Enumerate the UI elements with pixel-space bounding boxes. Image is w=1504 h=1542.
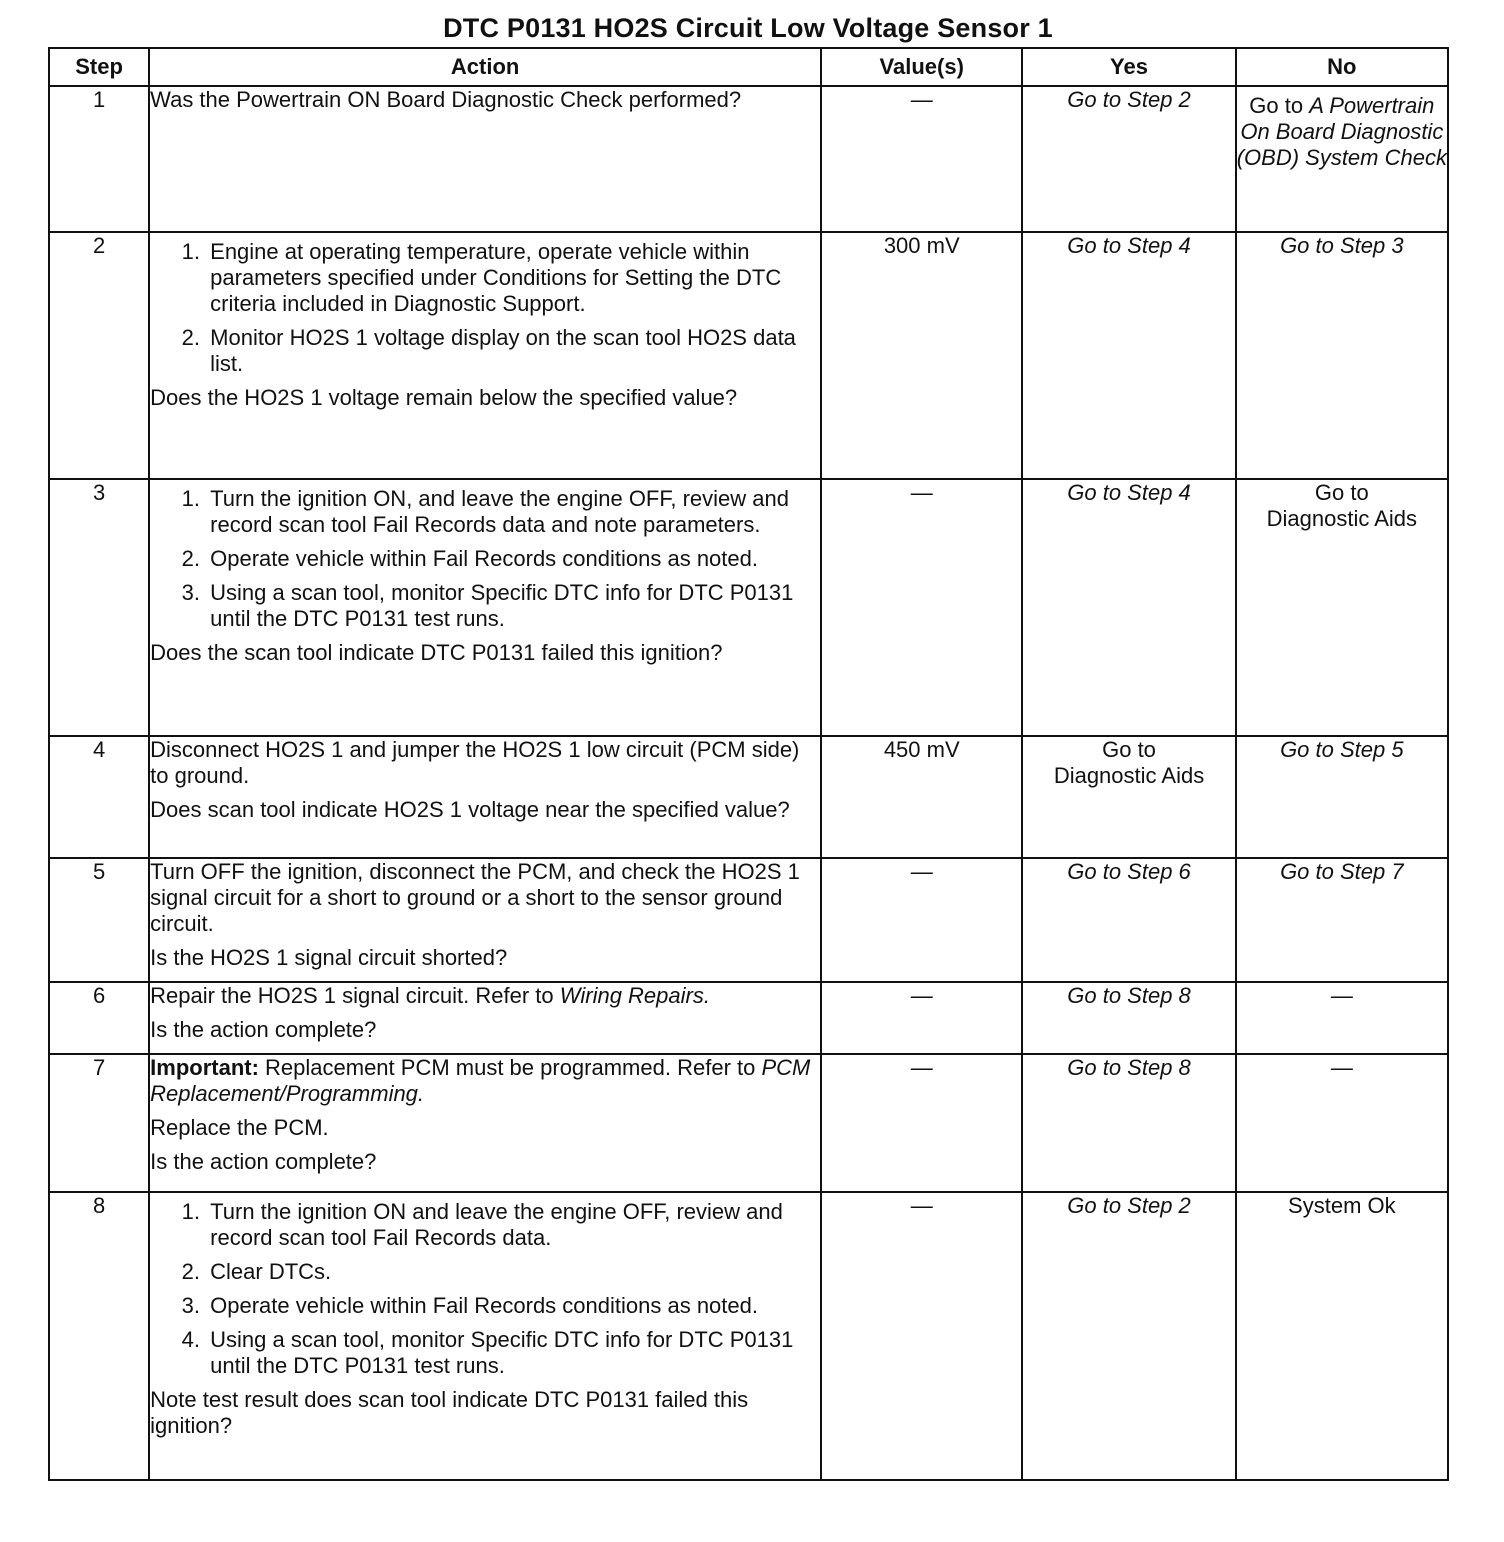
yes-cell: Go to Step 8 bbox=[1022, 982, 1235, 1054]
action-question: Does the scan tool indicate DTC P0131 failed this ignition? bbox=[150, 640, 723, 665]
action-question: Was the Powertrain ON Board Diagnostic Check performed? bbox=[150, 87, 742, 112]
important-note bbox=[150, 1055, 820, 1107]
step-number: 8 bbox=[49, 1192, 149, 1480]
value-cell: — bbox=[821, 982, 1022, 1054]
yes-cell: Go to Step 2 bbox=[1022, 86, 1235, 232]
value-cell: 300 mV bbox=[821, 232, 1022, 479]
yes-cell: Go to Step 2 bbox=[1022, 1192, 1235, 1480]
no-prefix: Go to bbox=[1249, 93, 1304, 118]
no-cell: — bbox=[1236, 1054, 1448, 1192]
value-cell: — bbox=[821, 858, 1022, 982]
action-cell bbox=[149, 86, 821, 232]
action-question: Is the HO2S 1 signal circuit shorted? bbox=[150, 945, 508, 970]
action-statement: Disconnect HO2S 1 and jumper the HO2S 1 low circuit (PCM side) to ground. bbox=[150, 737, 800, 788]
action-cell bbox=[149, 982, 821, 1054]
action-cell bbox=[149, 479, 821, 736]
yes-cell: Go to Step 8 bbox=[1022, 1054, 1235, 1192]
action-cell bbox=[149, 736, 821, 858]
reference-link: PCM Replacement/Programming. bbox=[150, 1055, 811, 1106]
list-item: 1. Turn the ignition ON, and leave the engine OFF, review and record scan tool Fail Records data and note parameters. bbox=[206, 486, 820, 538]
action-steps-list bbox=[150, 486, 820, 632]
list-item: 3. Operate vehicle within Fail Records conditions as noted. bbox=[206, 1293, 820, 1319]
reference-link: Wiring Repairs. bbox=[559, 983, 710, 1008]
value-cell: — bbox=[821, 479, 1022, 736]
header-action: Action bbox=[149, 48, 821, 86]
step-number: 1 bbox=[49, 86, 149, 232]
no-cell: Go to Step 3 bbox=[1236, 232, 1448, 479]
step-number: 6 bbox=[49, 982, 149, 1054]
yes-cell bbox=[1022, 736, 1235, 858]
step-number: 7 bbox=[49, 1054, 149, 1192]
header-no: No bbox=[1236, 48, 1448, 86]
action-statement: Replace the PCM. bbox=[150, 1115, 329, 1140]
table-row bbox=[49, 479, 1448, 736]
table-row bbox=[49, 1192, 1448, 1480]
list-item: 2. Clear DTCs. bbox=[206, 1259, 820, 1285]
no-cell bbox=[1236, 86, 1448, 232]
table-row bbox=[49, 982, 1448, 1054]
no-line-2: Diagnostic Aids bbox=[1266, 506, 1418, 531]
action-question: Note test result does scan tool indicate DTC P0131 failed this ignition? bbox=[150, 1387, 749, 1438]
action-question: Does the HO2S 1 voltage remain below the specified value? bbox=[150, 385, 738, 410]
diagnostic-table bbox=[48, 47, 1449, 1481]
step-number: 3 bbox=[49, 479, 149, 736]
action-cell bbox=[149, 1054, 821, 1192]
list-item: 3. Using a scan tool, monitor Specific DTC info for DTC P0131 until the DTC P0131 test runs. bbox=[206, 580, 820, 632]
important-text: Replacement PCM must be programmed. bbox=[265, 1055, 671, 1080]
action-question: Is the action complete? bbox=[150, 1017, 377, 1042]
step-number: 4 bbox=[49, 736, 149, 858]
table-row bbox=[49, 1054, 1448, 1192]
action-cell bbox=[149, 858, 821, 982]
yes-cell: Go to Step 4 bbox=[1022, 479, 1235, 736]
action-cell bbox=[149, 232, 821, 479]
no-reference: A Powertrain On Board Diagnostic (OBD) System Check bbox=[1236, 93, 1447, 170]
table-row bbox=[49, 86, 1448, 232]
list-item: 4. Using a scan tool, monitor Specific DTC info for DTC P0131 until the DTC P0131 test runs. bbox=[206, 1327, 820, 1379]
header-yes: Yes bbox=[1022, 48, 1235, 86]
action-question: Does scan tool indicate HO2S 1 voltage near the specified value? bbox=[150, 797, 790, 822]
header-step: Step bbox=[49, 48, 149, 86]
yes-cell: Go to Step 4 bbox=[1022, 232, 1235, 479]
no-line-1: Go to bbox=[1314, 480, 1369, 505]
action-steps-list bbox=[150, 1199, 820, 1379]
step-number: 5 bbox=[49, 858, 149, 982]
page-title: DTC P0131 HO2S Circuit Low Voltage Sensor 1 bbox=[443, 13, 1053, 43]
important-label: Important: bbox=[150, 1055, 259, 1080]
no-cell bbox=[1236, 479, 1448, 736]
yes-line-1: Go to bbox=[1102, 737, 1156, 762]
table-row bbox=[49, 858, 1448, 982]
value-cell: 450 mV bbox=[821, 736, 1022, 858]
action-statement bbox=[150, 983, 820, 1009]
refer-prefix: Refer to bbox=[677, 1055, 756, 1080]
value-cell: — bbox=[821, 1192, 1022, 1480]
no-cell: Go to Step 7 bbox=[1236, 858, 1448, 982]
table-row bbox=[49, 232, 1448, 479]
no-cell: Go to Step 5 bbox=[1236, 736, 1448, 858]
list-item: 1. Turn the ignition ON and leave the engine OFF, review and record scan tool Fail Records data. bbox=[206, 1199, 820, 1251]
value-cell: — bbox=[821, 86, 1022, 232]
header-values: Value(s) bbox=[821, 48, 1022, 86]
table-row bbox=[49, 736, 1448, 858]
yes-cell: Go to Step 6 bbox=[1022, 858, 1235, 982]
action-cell bbox=[149, 1192, 821, 1480]
statement-prefix: Repair the HO2S 1 signal circuit. Refer to bbox=[150, 983, 554, 1008]
value-cell: — bbox=[821, 1054, 1022, 1192]
list-item: 2. Operate vehicle within Fail Records conditions as noted. bbox=[206, 546, 820, 572]
action-question: Is the action complete? bbox=[150, 1149, 377, 1174]
no-cell: System Ok bbox=[1236, 1192, 1448, 1480]
no-cell: — bbox=[1236, 982, 1448, 1054]
list-item: 2. Monitor HO2S 1 voltage display on the scan tool HO2S data list. bbox=[206, 325, 820, 377]
table-header-row bbox=[49, 48, 1448, 86]
action-steps-list bbox=[150, 239, 820, 377]
yes-line-2: Diagnostic Aids bbox=[1053, 763, 1205, 788]
list-item: 1. Engine at operating temperature, operate vehicle within parameters specified under Conditions for Setting the DTC criteria included in Diagnostic Support. bbox=[206, 239, 820, 317]
action-statement: Turn OFF the ignition, disconnect the PCM, and check the HO2S 1 signal circuit for a short to ground or a short to the sensor ground circuit. bbox=[150, 859, 800, 936]
step-number: 2 bbox=[49, 232, 149, 479]
